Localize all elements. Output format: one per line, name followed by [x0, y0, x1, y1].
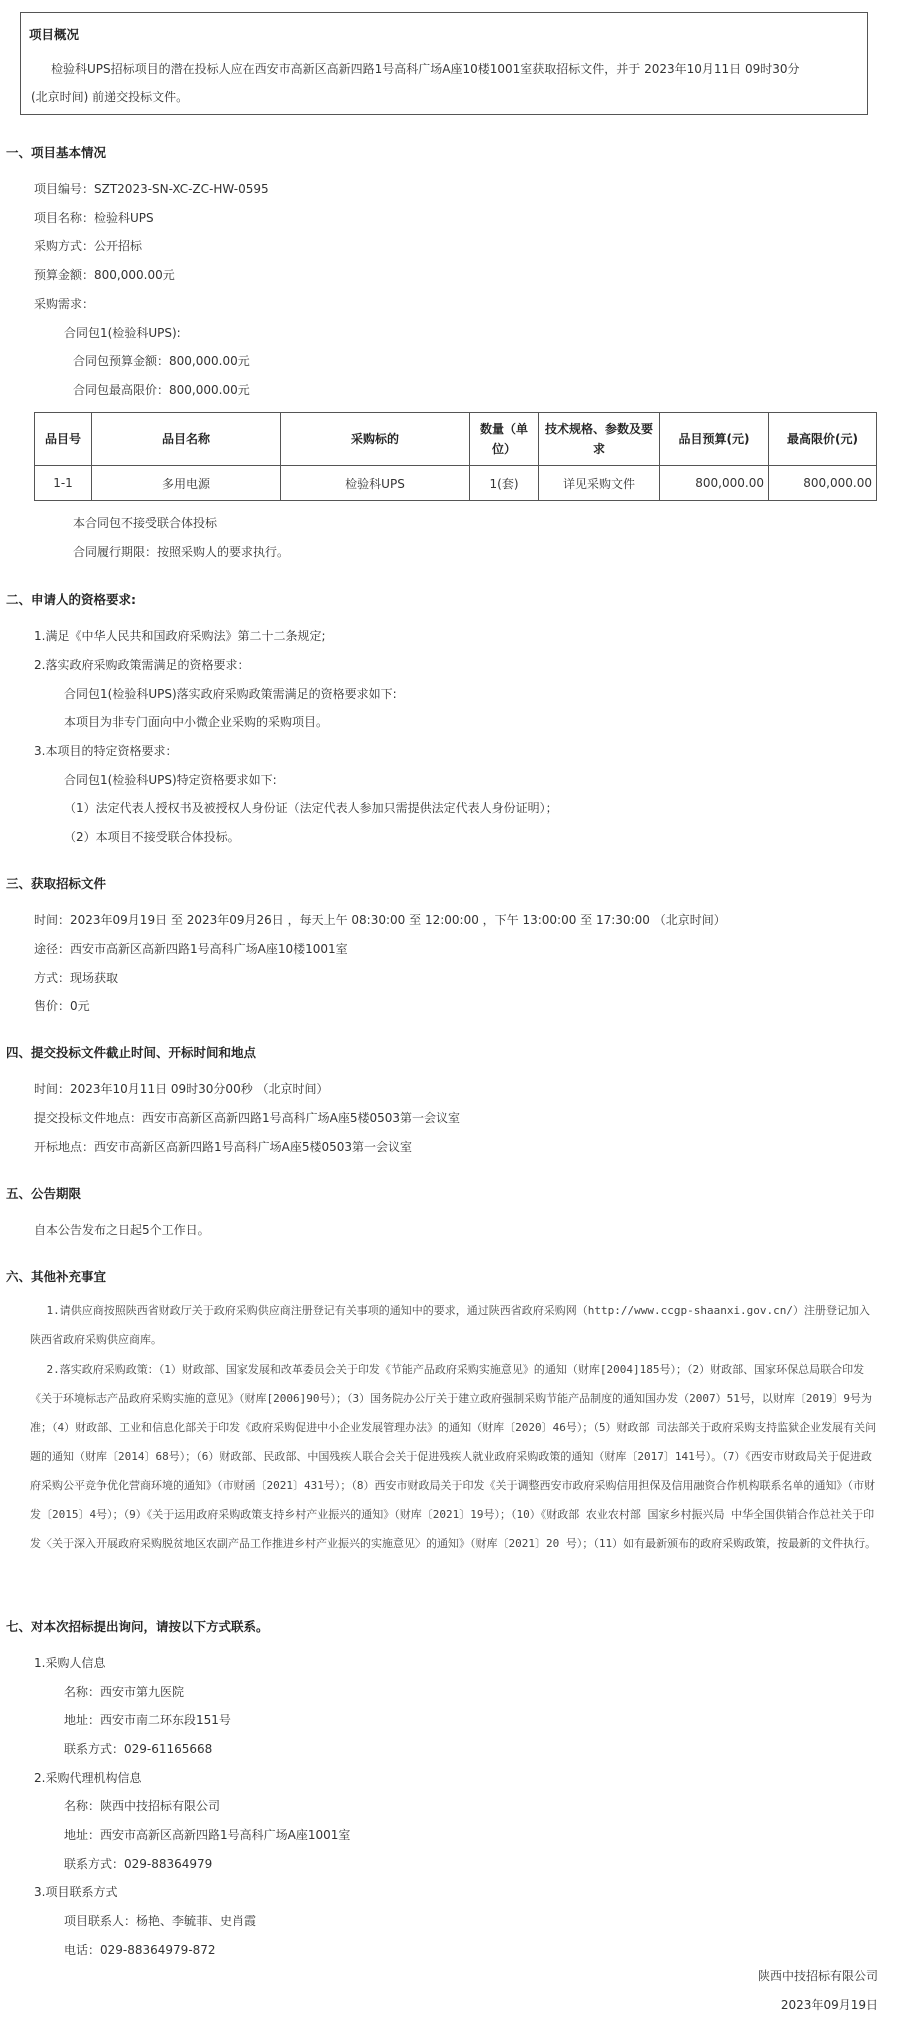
qualification-3-item-1: （1）法定代表人授权书及被授权人身份证（法定代表人参加只需提供法定代表人身份证明）； [64, 801, 558, 815]
qualification-2-note: 本项目为非专门面向中小微企业采购的采购项目。 [64, 715, 329, 729]
footer-date: 2023年09月19日 [780, 1998, 878, 2012]
section-1-heading: 一、项目基本情况 [6, 145, 107, 160]
submit-location: 提交投标文件地点：西安市高新区高新四路1号高科广场A座5楼0503第一会议室 [34, 1111, 461, 1125]
agent-address: 地址：西安市高新区高新四路1号高科广场A座1001室 [64, 1828, 351, 1842]
agent-info-label: 2.采购代理机构信息 [34, 1771, 142, 1785]
summary-line-1: 检验科UPS招标项目的潜在投标人应在西安市高新区高新四路1号高科广场A座10楼1001室获取招标文件，并于 2023年10月11日 09时30分 [51, 62, 800, 76]
qualification-3: 3.本项目的特定资格要求： [34, 744, 178, 758]
section-7-heading: 七、对本次招标提出询问，请按以下方式联系。 [6, 1619, 269, 1634]
cell-quantity: 1(套) [470, 466, 539, 501]
summary-line-2: (北京时间) 前递交投标文件。 [31, 90, 189, 104]
cell-item-budget: 800,000.00 [660, 466, 769, 501]
header-spec: 技术规格、参数及要求 [539, 413, 660, 466]
qualification-1: 1.满足《中华人民共和国政府采购法》第二十二条规定; [34, 629, 326, 643]
qualification-3-item-2: （2）本项目不接受联合体投标。 [64, 830, 240, 844]
contract-package-label: 合同包1(检验科UPS): [64, 326, 181, 340]
header-item-name: 品目名称 [92, 413, 281, 466]
qualification-2-package: 合同包1(检验科UPS)落实政府采购政策需满足的资格要求如下: [64, 687, 397, 701]
opening-location: 开标地点：西安市高新区高新四路1号高科广场A座5楼0503第一会议室 [34, 1140, 413, 1154]
package-max-price: 合同包最高限价：800,000.00元 [73, 383, 250, 397]
section-4-heading: 四、提交投标文件截止时间、开标时间和地点 [6, 1045, 257, 1060]
cell-target: 检验科UPS [281, 466, 470, 501]
project-contact-label: 3.项目联系方式 [34, 1885, 118, 1899]
table-header-row [35, 413, 877, 466]
agent-phone: 联系方式：029-88364979 [64, 1857, 213, 1871]
obtain-mode: 方式：现场获取 [34, 971, 119, 985]
project-contact-phone: 电话：029-88364979-872 [64, 1943, 216, 1957]
package-budget: 合同包预算金额：800,000.00元 [73, 354, 250, 368]
cell-spec: 详见采购文件 [539, 466, 660, 501]
footer-company: 陕西中技招标有限公司 [757, 1969, 878, 1983]
project-contact-people: 项目联系人：杨艳、李毓菲、史肖霞 [64, 1914, 257, 1928]
items-table [34, 412, 877, 501]
budget-amount: 预算金额：800,000.00元 [34, 268, 175, 282]
project-summary-box [20, 12, 868, 115]
qualification-3-package: 合同包1(检验科UPS)特定资格要求如下: [64, 773, 277, 787]
header-item-no: 品目号 [35, 413, 92, 466]
table-row [35, 466, 877, 501]
agent-name: 名称：陕西中技招标有限公司 [64, 1799, 221, 1813]
contract-period: 合同履行期限：按照采购人的要求执行。 [73, 545, 290, 559]
notice-period: 自本公告发布之日起5个工作日。 [34, 1223, 210, 1237]
buyer-name: 名称：西安市第九医院 [64, 1685, 185, 1699]
supplement-paragraph-1: 1.请供应商按照陕西省财政厅关于政府采购供应商注册登记有关事项的通知中的要求，通过陕西省政府采购网（http://www.ccgp-shaanxi.gov.cn/）注册登记加入陕西省政府采购供应商库。 [30, 1304, 871, 1346]
project-name: 项目名称：检验科UPS [34, 211, 154, 225]
cell-item-name: 多用电源 [92, 466, 281, 501]
header-target: 采购标的 [281, 413, 470, 466]
cell-max-price: 800,000.00 [769, 466, 877, 501]
section-3-heading: 三、获取招标文件 [6, 876, 107, 891]
procurement-method: 采购方式：公开招标 [34, 239, 143, 253]
buyer-info-label: 1.采购人信息 [34, 1656, 106, 1670]
cell-item-no: 1-1 [35, 466, 92, 501]
qualification-2: 2.落实政府采购政策需满足的资格要求： [34, 658, 250, 672]
project-number: 项目编号：SZT2023-SN-XC-ZC-HW-0595 [34, 182, 269, 196]
deadline-time: 时间：2023年10月11日 09时30分00秒 （北京时间） [34, 1082, 329, 1096]
section-2-heading: 二、申请人的资格要求: [6, 592, 136, 607]
buyer-phone: 联系方式：029-61165668 [64, 1742, 213, 1756]
header-item-budget: 品目预算(元) [660, 413, 769, 466]
obtain-price: 售价：0元 [34, 999, 90, 1013]
no-consortium-note: 本合同包不接受联合体投标 [73, 516, 218, 530]
obtain-time: 时间：2023年09月19日 至 2023年09月26日 ，每天上午 08:30:00 至 12:00:00 ，下午 13:00:00 至 17:30:00 （北京时间） [34, 913, 726, 927]
buyer-address: 地址：西安市南二环东段151号 [64, 1713, 231, 1727]
summary-title: 项目概况 [29, 27, 80, 42]
header-max-price: 最高限价(元) [769, 413, 877, 466]
section-5-heading: 五、公告期限 [6, 1186, 82, 1201]
procurement-needs-label: 采购需求： [34, 297, 95, 311]
header-quantity: 数量（单位） [470, 413, 539, 466]
section-6-heading: 六、其他补充事宜 [6, 1269, 107, 1284]
supplement-paragraph-2: 2.落实政府采购政策：（1）财政部、国家发展和改革委员会关于印发《节能产品政府采购实施意见》的通知（财库[2004]185号）；（2）财政部、国家环保总局联合印发《关于环境标志产品政府采购实施的意见》（财库[2006]90号）；（3）国务院办公厅关于建立政府强制采购节能产品制度的通知国办发（2007）51号，以财库〔2019〕9号为准；（4）财政部、工业和信息化部关于印发《政府采购促进中小企业发展管理办法》的通知（财库〔2020〕46号）；（5）财政部 司法部关于政府采购支持监狱企业发展有关问题的通知（财库〔2014〕68号）；（6）财政部、民政部、中国残疾人联合会关于促进残疾人就业政府采购政策的通知（财库〔2017〕141号）。（7）《西安市财政局关于促进政府采购公平竞争优化营商环境的通知》（市财函〔2021〕431号）；（8）西安市财政局关于印发《关于调整西安市政府采购信用担保及信用融资合作机构联系名单的通知》（市财发〔2015〕4号）；（9）《关于运用政府采购政策支持乡村产业振兴的通知》（财库〔2021〕19号）；（10）《财政部 农业农村部 国家乡村振兴局 中华全国供销合作总社关于印发〈关于深入开展政府采购脱贫地区农副产品工作推进乡村产业振兴的实施意见〉的通知》（财库〔2021〕20 号）；（11）如有最新颁布的政府采购政策，按最新的文件执行。 [30, 1363, 877, 1550]
obtain-way: 途径：西安市高新区高新四路1号高科广场A座10楼1001室 [34, 942, 348, 956]
